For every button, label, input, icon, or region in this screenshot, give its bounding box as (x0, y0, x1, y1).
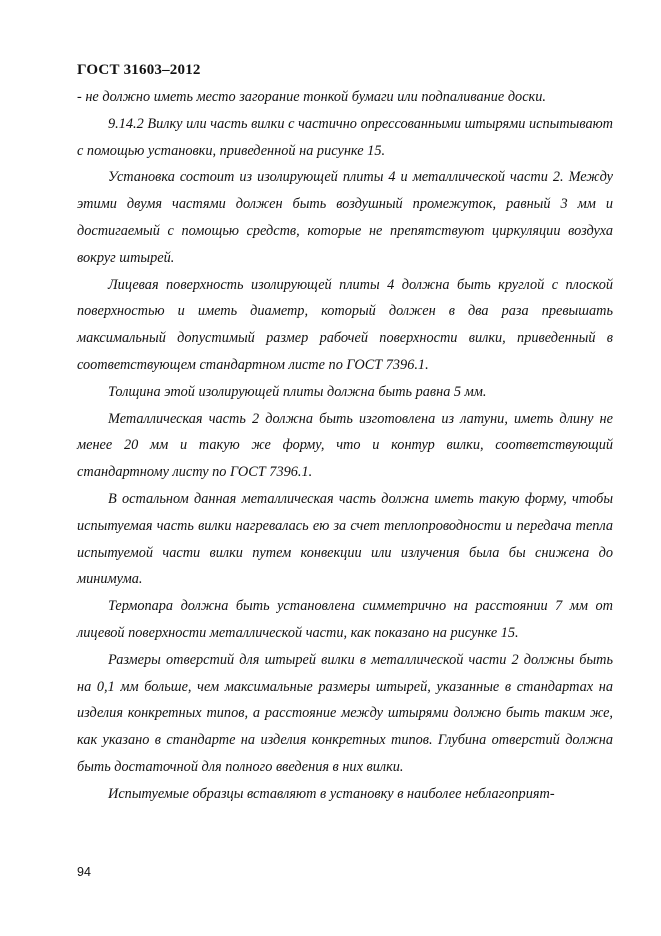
document-header: ГОСТ 31603–2012 (77, 62, 201, 78)
paragraph: Металлическая часть 2 должна быть изготовлена из латуни, иметь длину не менее 20 мм и такую же форму, что и контур вилки, соответствующий стандартному листу по ГОСТ 7396.1. (77, 410, 613, 481)
paragraph: 9.14.2 Вилку или часть вилки с частично опрессованными штырями испытывают с помощью установки, приведенной на рисунке 15. (77, 115, 613, 159)
paragraph: Термопара должна быть установлена симметрично на расстоянии 7 мм от лицевой поверхности металлической части, как показано на рисунке 15. (77, 598, 613, 641)
paragraph: Испытуемые образцы вставляют в установку в наиболее неблагоприят- (108, 785, 555, 802)
paragraph: В остальном данная металлическая часть должна иметь такую форму, чтобы испытуемая часть вилки нагревалась ею за счет теплопроводности и передача тепла испытуемой части вилки путем конвекции или излучения была бы снижена до минимума. (77, 490, 613, 588)
paragraph: Лицевая поверхность изолирующей плиты 4 должна быть круглой с плоской поверхностью и иметь диаметр, который должен в два раза превышать максимальный допустимый размер рабочей поверхности вилки, приведенный в соответствующем стандартном листе по ГОСТ 7396.1. (77, 276, 613, 373)
paragraph: Установка состоит из изолирующей плиты 4 и металлической части 2. Между этими двумя частями должен быть воздушный промежуток, равный 3 мм и достигаемый с помощью средств, которые не препятствуют циркуляции воздуха вокруг штырей. (77, 169, 613, 266)
paragraph: - не должно иметь место загорание тонкой бумаги или подпаливание доски. (77, 89, 546, 105)
document-body (77, 84, 613, 808)
paragraph: Размеры отверстий для штырей вилки в металлической части 2 должны быть на 0,1 мм больше, чем максимальные размеры штырей, указанные в стандартах на изделия конкретных типов, а расстояние между штырями должно быть таким же, как указано в стандарте на изделия конкретных типов. Глубина отверстий должна быть достаточной для полного введения в них вилки. (77, 651, 613, 775)
paragraph: Толщина этой изолирующей плиты должна быть равна 5 мм. (108, 383, 487, 400)
page-number: 94 (77, 865, 91, 879)
